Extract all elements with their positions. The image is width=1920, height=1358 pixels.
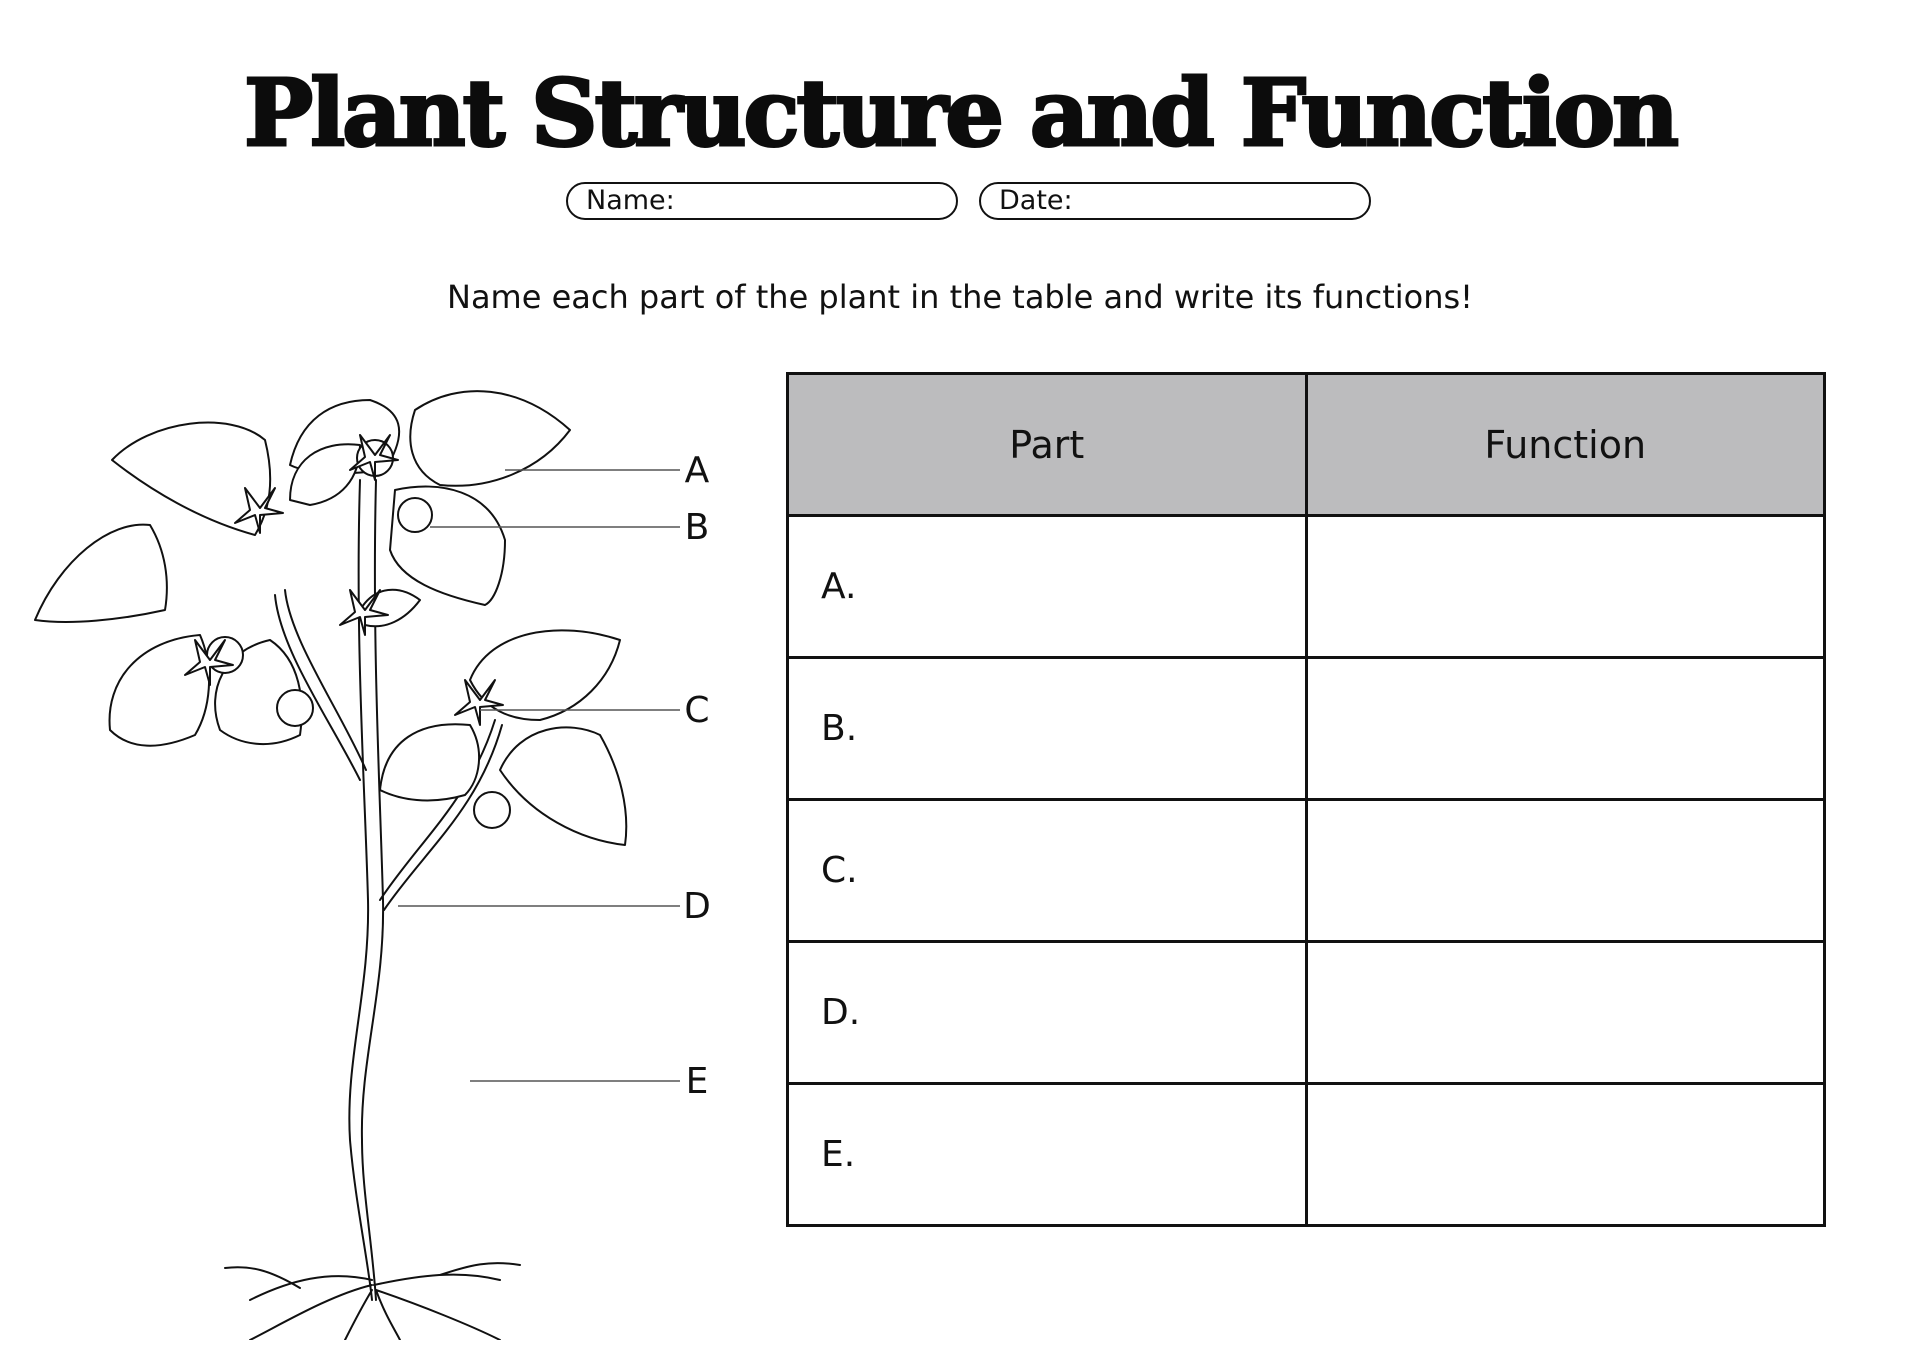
part-cell[interactable]: E.	[788, 1084, 1307, 1226]
function-cell[interactable]	[1306, 516, 1825, 658]
part-cell[interactable]: C.	[788, 800, 1307, 942]
fruit-right-low	[474, 792, 510, 828]
function-cell[interactable]	[1306, 942, 1825, 1084]
label-c: C	[684, 690, 710, 731]
name-label: Name:	[586, 185, 675, 216]
page-title: Plant Structure and Function	[244, 59, 1676, 167]
part-cell[interactable]: A.	[788, 516, 1307, 658]
function-cell[interactable]	[1306, 800, 1825, 942]
leaf-top-right	[410, 391, 570, 486]
leaf-right-lower2	[500, 727, 626, 845]
plant-diagram	[0, 340, 760, 1340]
table-row	[788, 516, 1825, 658]
fruit-b	[398, 498, 432, 532]
leaf-left-far	[35, 525, 167, 622]
header-function: Function	[1306, 374, 1825, 516]
leaf-right-low	[380, 724, 479, 800]
function-cell[interactable]	[1306, 1084, 1825, 1226]
part-cell[interactable]: D.	[788, 942, 1307, 1084]
fruit-left-low	[277, 690, 313, 726]
label-a: A	[684, 450, 710, 491]
table-row	[788, 800, 1825, 942]
table-row	[788, 942, 1825, 1084]
table-header-row	[788, 374, 1825, 516]
table-row	[788, 658, 1825, 800]
leaf-left-lower	[110, 635, 210, 746]
date-label: Date:	[999, 185, 1073, 216]
name-field[interactable]	[566, 182, 958, 220]
function-cell[interactable]	[1306, 658, 1825, 800]
instruction-text: Name each part of the plant in the table and write its functions!	[447, 278, 1473, 316]
label-d: D	[683, 886, 711, 927]
part-cell[interactable]: B.	[788, 658, 1307, 800]
header-part: Part	[788, 374, 1307, 516]
table-row	[788, 1084, 1825, 1226]
roots	[225, 1263, 520, 1340]
label-b: B	[684, 507, 710, 548]
parts-table	[786, 372, 1826, 1227]
label-e: E	[685, 1061, 709, 1102]
plant-illustration	[0, 340, 760, 1340]
date-field[interactable]	[979, 182, 1371, 220]
